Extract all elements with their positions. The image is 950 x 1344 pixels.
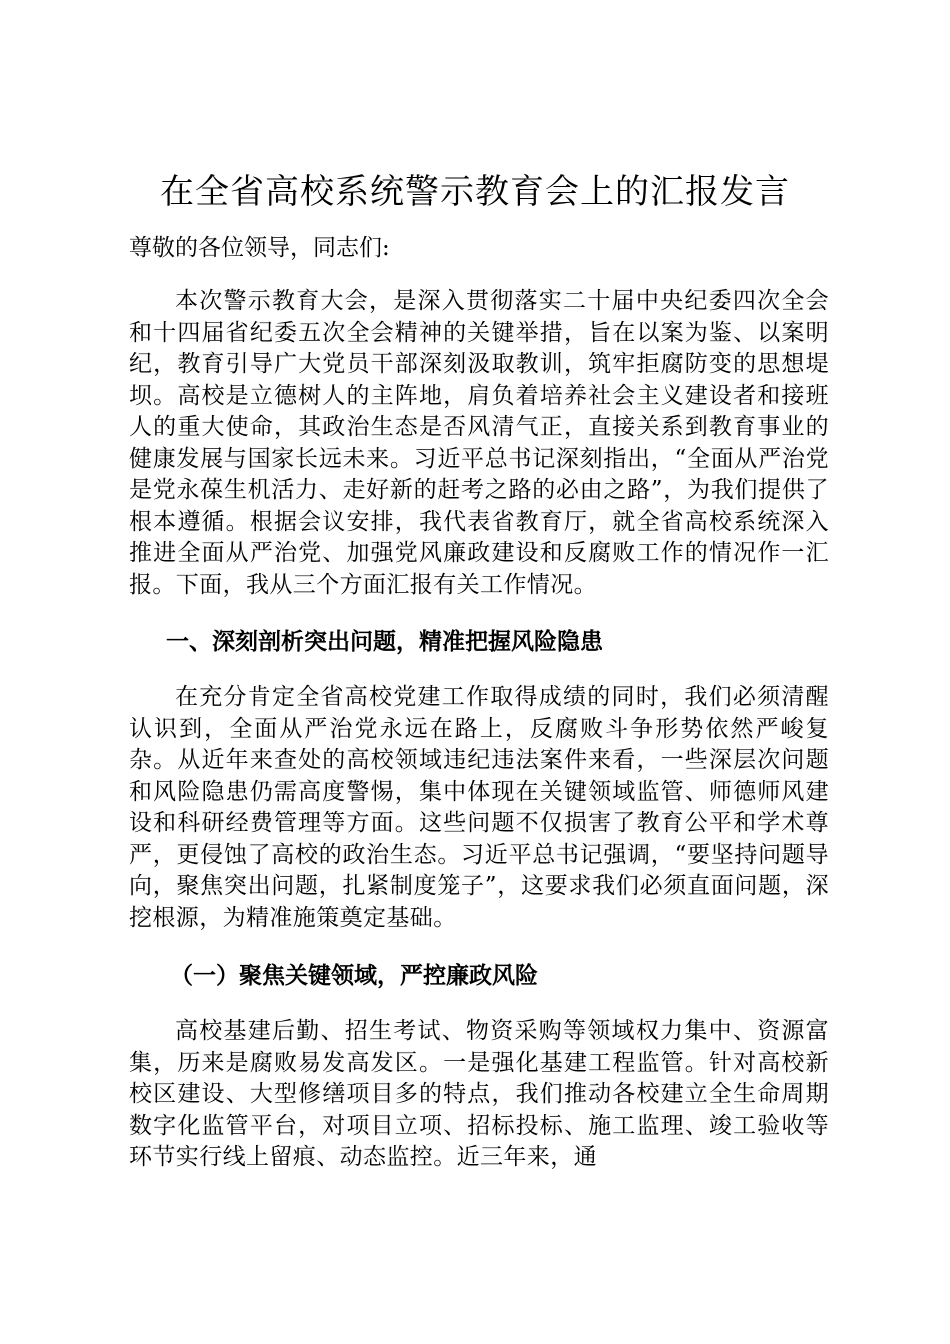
paragraph-intro: 本次警示教育大会，是深入贯彻落实二十届中央纪委四次全会和十四届省纪委五次全会精神的关键举措，旨在以案为鉴、以案明纪，教育引导广大党员干部深刻汲取教训，筑牢拒腐防变的思想堤坝。高校是立德树人的主阵地，肩负着培养社会主义建设者和接班人的重大使命，其政治生态是否风清气正，直接关系到教育事业的健康发展与国家长远未来。习近平总书记深刻指出，“全面从严治党是党永葆生机活力、走好新的赶考之路的必由之路”，为我们提供了根本遵循。根据会议安排，我代表省教育厅，就全省高校系统深入推进全面从严治党、加强党风廉政建设和反腐败工作的情况作一汇报。下面，我从三个方面汇报有关工作情况。 [129,288,829,598]
salutation: 尊敬的各位领导，同志们: [129,235,390,261]
section-heading-1: 一、深刻剖析突出问题，精准把握风险隐患 [166,629,603,655]
paragraph-subsection-1: 高校基建后勤、招生考试、物资采购等领域权力集中、资源富集，历来是腐败易发高发区。一是强化基建工程监管。针对高校新校区建设、大型修缮项目多的特点，我们推动各校建立全生命周期数字化监管平台，对项目立项、招标投标、施工监理、竣工验收等环节实行线上留痕、动态监控。近三年来，通 [129,1018,829,1170]
document-title: 在全省高校系统警示教育会上的汇报发言 [160,172,790,212]
subsection-heading-1: （一）聚焦关键领域，严控廉政风险 [170,963,538,989]
paragraph-section-1: 在充分肯定全省高校党建工作取得成绩的同时，我们必须清醒认识到，全面从严治党永远在路上，反腐败斗争形势依然严峻复杂。从近年来查处的高校领域违纪违法案件来看，一些深层次问题和风险隐患仍需高度警惕，集中体现在关键领域监管、师德师风建设和科研经费管理等方面。这些问题不仅损害了教育公平和学术尊严，更侵蚀了高校的政治生态。习近平总书记强调，“要坚持问题导向，聚焦突出问题，扎紧制度笼子”，这要求我们必须直面问题，深挖根源，为精准施策奠定基础。 [129,684,829,931]
